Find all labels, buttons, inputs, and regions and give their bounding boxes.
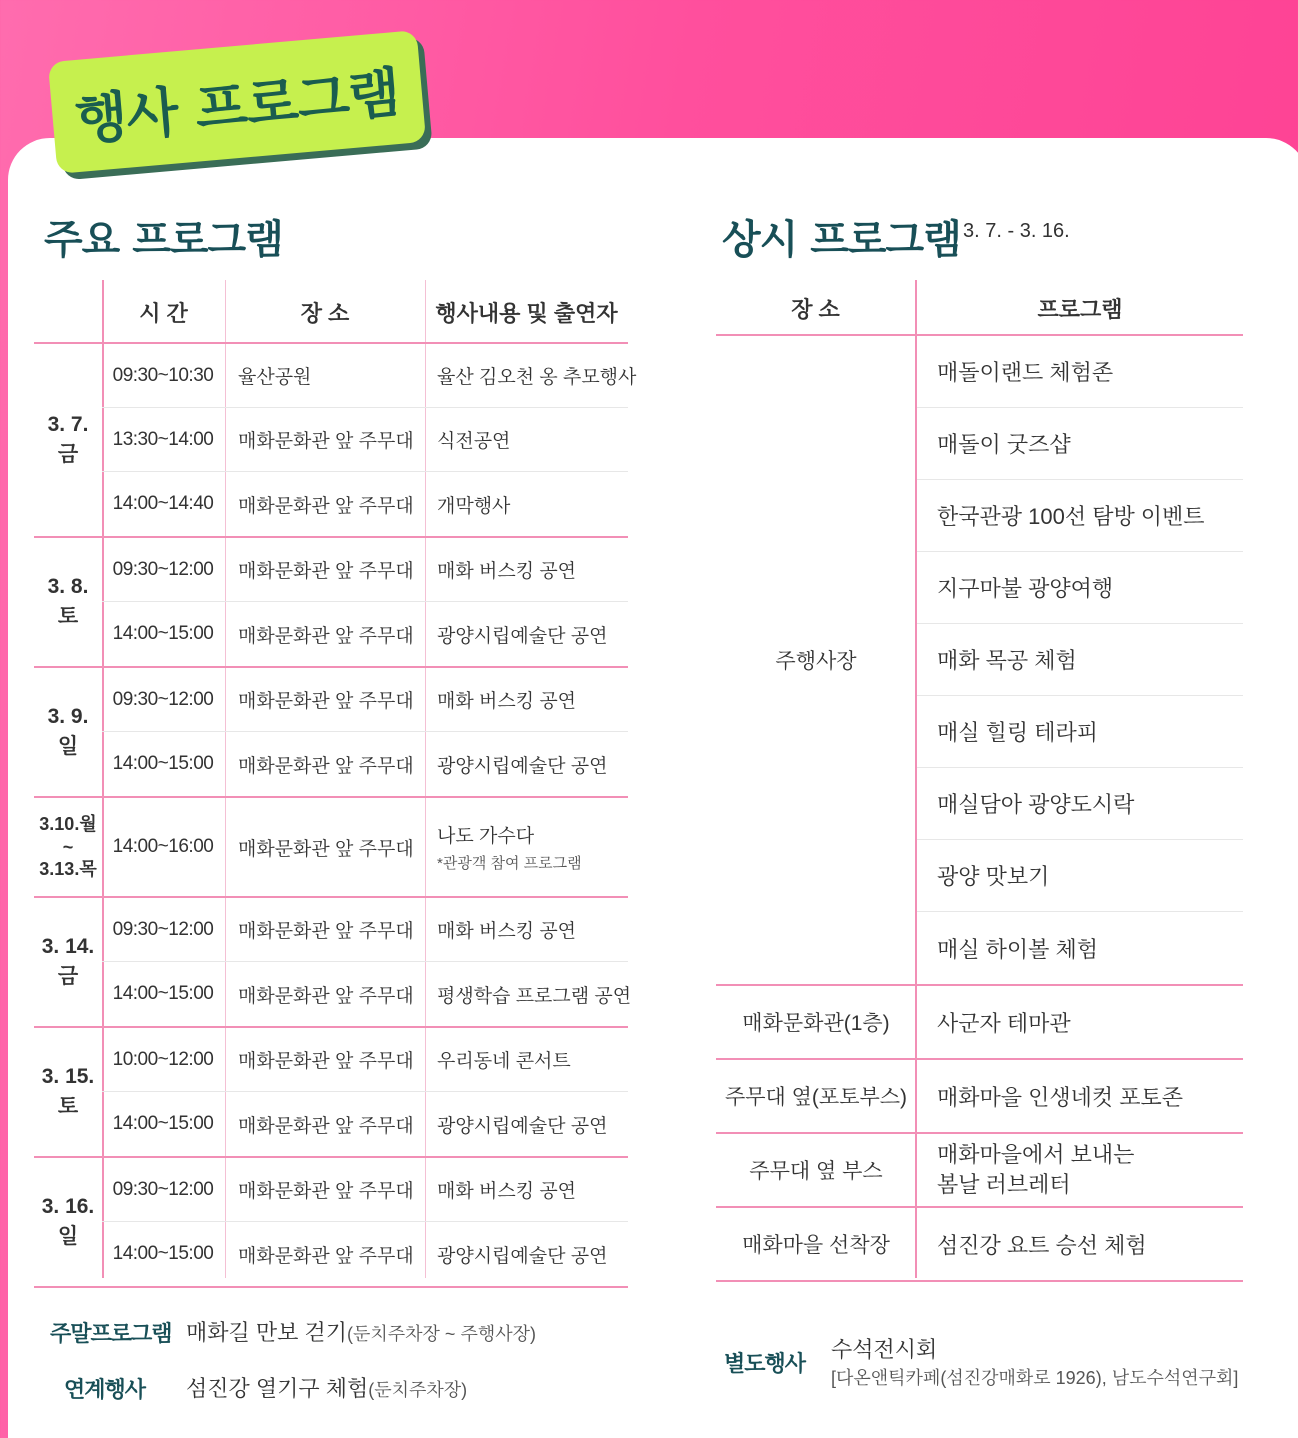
separate-event-name: 수석전시회 [831, 1337, 938, 1362]
table-row [102, 344, 637, 408]
content-cell: 우리동네 콘서트 [437, 1051, 571, 1072]
separate-event-location: [다온앤틱카페(섬진강매화로 1926), 남도수석연구회] [831, 1368, 1239, 1388]
day-group [34, 1158, 628, 1288]
day-weekday: 금 [57, 965, 79, 988]
day-label [34, 798, 102, 896]
table-row [102, 1028, 628, 1092]
time-cell: 09:30~12:00 [112, 558, 214, 580]
place-cell: 매화문화관 앞 주무대 [238, 431, 414, 452]
linked-event-label: 연계행사 [64, 1378, 146, 1403]
day-date: 3. 8. [47, 574, 89, 598]
content-cell: 매화 버스킹 공연 [437, 921, 577, 942]
content-cell: 매화 버스킹 공연 [437, 691, 577, 712]
time-cell: 14:00~15:00 [112, 753, 214, 774]
badge-title: 행사 프로그램 [72, 60, 402, 152]
table-row [102, 602, 628, 666]
weekend-program-text [186, 1316, 536, 1347]
time-cell: 14:00~15:00 [112, 1113, 214, 1134]
table-row [102, 1222, 628, 1286]
program-row: 섬진강 요트 승선 체험 [937, 1232, 1147, 1258]
day-label [34, 1028, 102, 1156]
separate-event-label: 별도행사 [724, 1352, 806, 1377]
content-text: 나도 가수다 [437, 826, 535, 847]
place-cell: 매화문화관(1층) [742, 1012, 890, 1035]
day-group [34, 344, 637, 538]
program-row: 매화마을 인생네컷 포토존 [937, 1084, 1183, 1110]
place-cell: 매화문화관 앞 주무대 [238, 495, 414, 517]
time-cell: 09:30~12:00 [112, 688, 214, 710]
permanent-period: 3. 7. - 3. 16. [963, 220, 1070, 242]
place-cell: 매화문화관 앞 주무대 [238, 561, 414, 582]
place-cell: 매화문화관 앞 주무대 [238, 921, 414, 942]
day-group [34, 668, 628, 798]
table-row [102, 1092, 628, 1156]
time-cell: 14:00~16:00 [112, 836, 214, 857]
content-note: *관광객 참여 프로그램 [437, 855, 582, 872]
day-date: 3. 7. [47, 412, 89, 436]
place-cell: 매화문화관 앞 주무대 [238, 985, 414, 1007]
table-row [102, 898, 628, 962]
table-row [102, 798, 628, 896]
time-cell: 10:00~12:00 [112, 1048, 214, 1070]
table-row [102, 732, 628, 796]
place-group [716, 986, 1243, 1060]
header-place: 장 소 [791, 296, 840, 322]
permanent-program-table [716, 280, 1243, 1282]
time-cell: 09:30~12:00 [112, 918, 214, 940]
program-row: 한국관광 100선 탐방 이벤트 [917, 480, 1243, 552]
place-cell: 주무대 옆 부스 [749, 1160, 883, 1183]
table-header [34, 280, 628, 344]
program-row [917, 1134, 1243, 1206]
day-group [34, 538, 628, 668]
program-row: 매돌이 굿즈샵 [917, 408, 1243, 480]
linked-event-location: (둔치주차장) [368, 1380, 468, 1400]
day-weekday: 토 [57, 1095, 79, 1118]
time-cell: 14:00~14:40 [112, 493, 214, 514]
program-row: 매실담아 광양도시락 [917, 768, 1243, 840]
content-cell: 광양시립예술단 공연 [437, 1115, 608, 1137]
place-cell: 주무대 옆(포토부스) [724, 1086, 908, 1109]
program-row: 광양 맛보기 [917, 840, 1243, 912]
content-cell: 광양시립예술단 공연 [437, 1245, 608, 1267]
day-weekday: 금 [57, 443, 79, 466]
weekend-program-label: 주말프로그램 [50, 1322, 172, 1347]
place-group [716, 1208, 1243, 1282]
header-program: 프로그램 [1037, 296, 1123, 322]
content-cell: 광양시립예술단 공연 [437, 755, 608, 777]
permanent-program-title: 상시 프로그램 [722, 217, 961, 263]
program-line: 매화마을에서 보내는 [937, 1142, 1135, 1168]
place-group [716, 336, 1243, 986]
place-cell: 매화마을 선착장 [742, 1234, 890, 1257]
place-cell: 매화문화관 앞 주무대 [238, 625, 414, 647]
time-cell: 13:30~14:00 [112, 428, 214, 450]
content-cell: 율산 김오천 옹 추모행사 [437, 367, 637, 388]
content-cell [437, 798, 695, 896]
content-cell: 개막행사 [437, 495, 511, 517]
header-time: 시 간 [139, 300, 188, 326]
day-date: 3. 9. [47, 704, 89, 728]
place-cell: 매화문화관 앞 주무대 [238, 1181, 414, 1202]
place-cell: 매화문화관 앞 주무대 [238, 691, 414, 712]
program-line: 봄날 러브레터 [937, 1172, 1071, 1197]
table-row [102, 472, 628, 536]
table-row [102, 408, 628, 472]
weekend-program-name: 매화길 만보 걷기 [186, 1320, 347, 1345]
content-cell: 매화 버스킹 공연 [437, 1181, 577, 1202]
content-cell: 매화 버스킹 공연 [437, 561, 577, 582]
day-group [34, 798, 628, 898]
day-label [34, 668, 102, 796]
header-content: 행사내용 및 출연자 [435, 300, 618, 326]
day-label [34, 1158, 102, 1286]
program-row: 지구마불 광양여행 [917, 552, 1243, 624]
day-label [34, 538, 102, 666]
place-cell: 매화문화관 앞 주무대 [238, 755, 414, 777]
main-program-table [34, 280, 637, 1288]
program-row: 사군자 테마관 [937, 1010, 1071, 1036]
place-cell: 매화문화관 앞 주무대 [238, 1115, 414, 1137]
day-weekday: 토 [57, 605, 79, 628]
table-header [716, 280, 1243, 336]
table-row [102, 962, 632, 1026]
day-weekday: 일 [57, 1225, 79, 1248]
content-cell: 식전공연 [437, 431, 511, 452]
table-row [102, 538, 628, 602]
day-group [34, 1028, 628, 1158]
place-group [716, 1134, 1243, 1208]
day-date-end: 3.13.목 [39, 859, 97, 880]
table-row [102, 668, 628, 732]
day-label [34, 898, 102, 1026]
content-cell: 평생학습 프로그램 공연 [437, 985, 632, 1007]
day-group [34, 898, 632, 1028]
header-place: 장 소 [300, 300, 350, 326]
linked-event-text [186, 1372, 467, 1403]
place-cell: 주행사장 [775, 650, 857, 673]
day-label [34, 344, 102, 536]
program-row: 매실 힐링 테라피 [917, 696, 1243, 768]
place-cell: 매화문화관 앞 주무대 [238, 838, 414, 860]
program-row: 매화 목공 체험 [917, 624, 1243, 696]
program-row: 매실 하이볼 체험 [937, 936, 1098, 962]
main-program-title: 주요 프로그램 [44, 217, 283, 263]
time-cell: 14:00~15:00 [112, 983, 214, 1004]
day-weekday: 일 [57, 735, 79, 758]
table-row [102, 1158, 628, 1222]
day-date: 3.10.월 [39, 814, 97, 835]
place-cell: 율산공원 [238, 367, 312, 388]
time-cell: 09:30~10:30 [112, 364, 214, 386]
time-cell: 14:00~15:00 [112, 1243, 214, 1264]
content-cell: 광양시립예술단 공연 [437, 625, 608, 647]
program-row: 매돌이랜드 체험존 [917, 336, 1243, 408]
day-date: 3. 15. [41, 1064, 95, 1088]
linked-event-name: 섬진강 열기구 체험 [186, 1376, 369, 1401]
place-cell: 매화문화관 앞 주무대 [238, 1245, 414, 1267]
place-group [716, 1060, 1243, 1134]
weekend-program-location: (둔치주차장 ~ 주행사장) [347, 1324, 536, 1344]
place-cell: 매화문화관 앞 주무대 [238, 1051, 414, 1072]
time-cell: 09:30~12:00 [112, 1178, 214, 1200]
day-date: 3. 16. [41, 1194, 95, 1218]
time-cell: 14:00~15:00 [112, 623, 214, 644]
day-date: 3. 14. [41, 934, 95, 958]
day-range-sep: ~ [62, 836, 74, 857]
